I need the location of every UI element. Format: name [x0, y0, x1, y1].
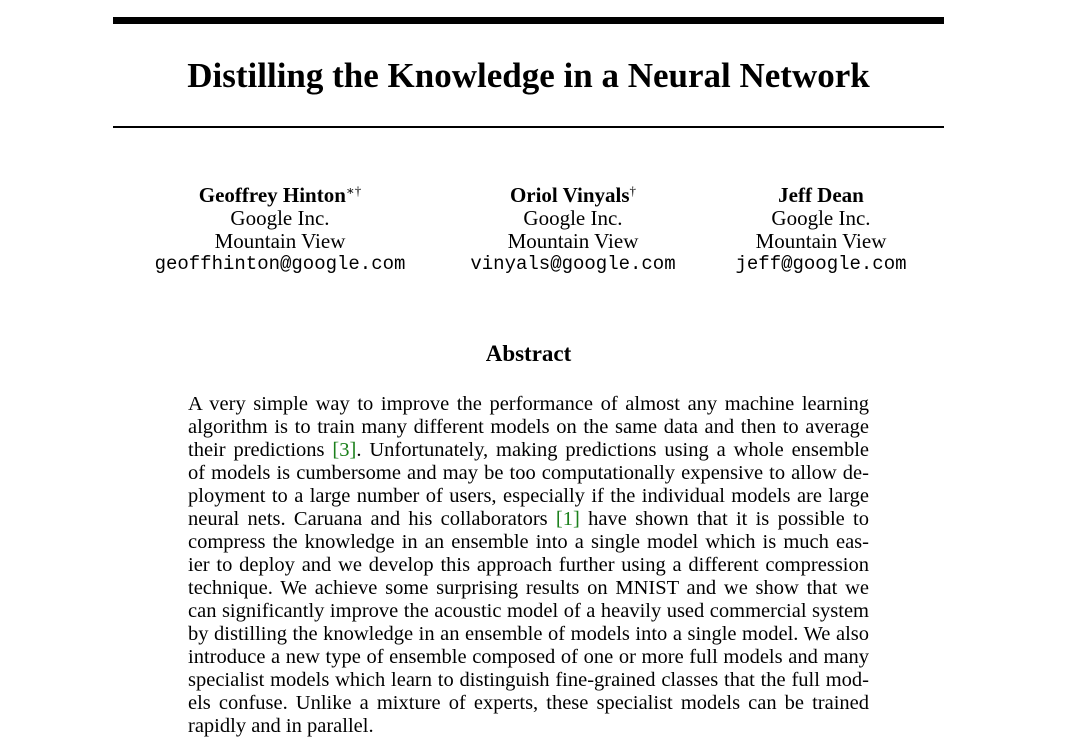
citation-link[interactable]: [1]: [555, 508, 580, 530]
abstract-text: their predictions: [188, 439, 333, 461]
author-email[interactable]: geoffhinton@google.com: [154, 253, 406, 275]
author-name: Geoffrey Hinton∗†: [198, 183, 362, 207]
author-block: [423, 184, 723, 276]
author-email[interactable]: jeff@google.com: [735, 253, 907, 275]
author-footnote-marks: †: [629, 183, 637, 198]
abstract-line: [188, 669, 869, 692]
abstract-text: compress the knowledge in an ensemble into a single model which is much eas-: [188, 531, 869, 553]
abstract-text: rapidly and in parallel.: [188, 715, 374, 737]
abstract-text: els confuse. Unlike a mixture of experts, these specialist models can be trained: [188, 692, 869, 714]
abstract-text: A very simple way to improve the performance of almost any machine learning: [188, 393, 869, 415]
author-block: [130, 184, 430, 276]
abstract-line: [188, 393, 869, 416]
abstract-text: . Unfortunately, making predictions using a whole ensemble: [356, 439, 870, 461]
author-location: Mountain View: [214, 229, 346, 253]
author-name: Jeff Dean: [778, 183, 864, 207]
abstract-body: [188, 393, 869, 738]
author-affiliation: Google Inc.: [523, 206, 623, 230]
abstract-text: of models is cumbersome and may be too computationally expensive to allow de-: [188, 462, 869, 484]
abstract-line: [188, 692, 869, 715]
abstract-text: introduce a new type of ensemble composed of one or more full models and many: [188, 646, 869, 668]
author-location: Mountain View: [507, 229, 639, 253]
abstract-line: [188, 531, 869, 554]
abstract-line: [188, 462, 869, 485]
abstract-line: [188, 715, 869, 738]
abstract-line: [188, 600, 869, 623]
author-footnote-marks: ∗†: [345, 183, 362, 198]
abstract-text: algorithm is to train many different models on the same data and then to average: [188, 416, 869, 438]
author-affiliation: Google Inc.: [771, 206, 871, 230]
abstract-line: [188, 416, 869, 439]
abstract-text: ployment to a large number of users, especially if the individual models are large: [188, 485, 869, 507]
title-rule-top: [113, 17, 944, 24]
abstract-text: have shown that it is possible to: [579, 508, 869, 530]
author-name: Oriol Vinyals†: [509, 183, 637, 207]
abstract-line: [188, 508, 869, 531]
author-affiliation: Google Inc.: [230, 206, 330, 230]
abstract-text: neural nets. Caruana and his collaborators: [188, 508, 556, 530]
abstract-text: specialist models which learn to distinguish fine-grained classes that the full mod-: [188, 669, 869, 691]
abstract-text: technique. We achieve some surprising results on MNIST and we show that we: [188, 577, 869, 599]
abstract-line: [188, 439, 869, 462]
abstract-text: ier to deploy and we develop this approach further using a different compression: [188, 554, 869, 576]
abstract-line: [188, 623, 869, 646]
abstract-text: can significantly improve the acoustic model of a heavily used commercial system: [188, 600, 869, 622]
citation-link[interactable]: [3]: [332, 439, 357, 461]
author-block: [686, 184, 956, 276]
abstract-heading: Abstract: [485, 341, 572, 366]
abstract-line: [188, 554, 869, 577]
author-email[interactable]: vinyals@google.com: [470, 253, 676, 275]
abstract-line: [188, 646, 869, 669]
abstract-line: [188, 577, 869, 600]
paper-title: Distilling the Knowledge in a Neural Network: [187, 56, 870, 95]
author-location: Mountain View: [755, 229, 887, 253]
abstract-line: [188, 485, 869, 508]
abstract-text: by distilling the knowledge in an ensemble of models into a single model. We also: [188, 623, 869, 645]
title-rule-bottom: [113, 126, 944, 128]
